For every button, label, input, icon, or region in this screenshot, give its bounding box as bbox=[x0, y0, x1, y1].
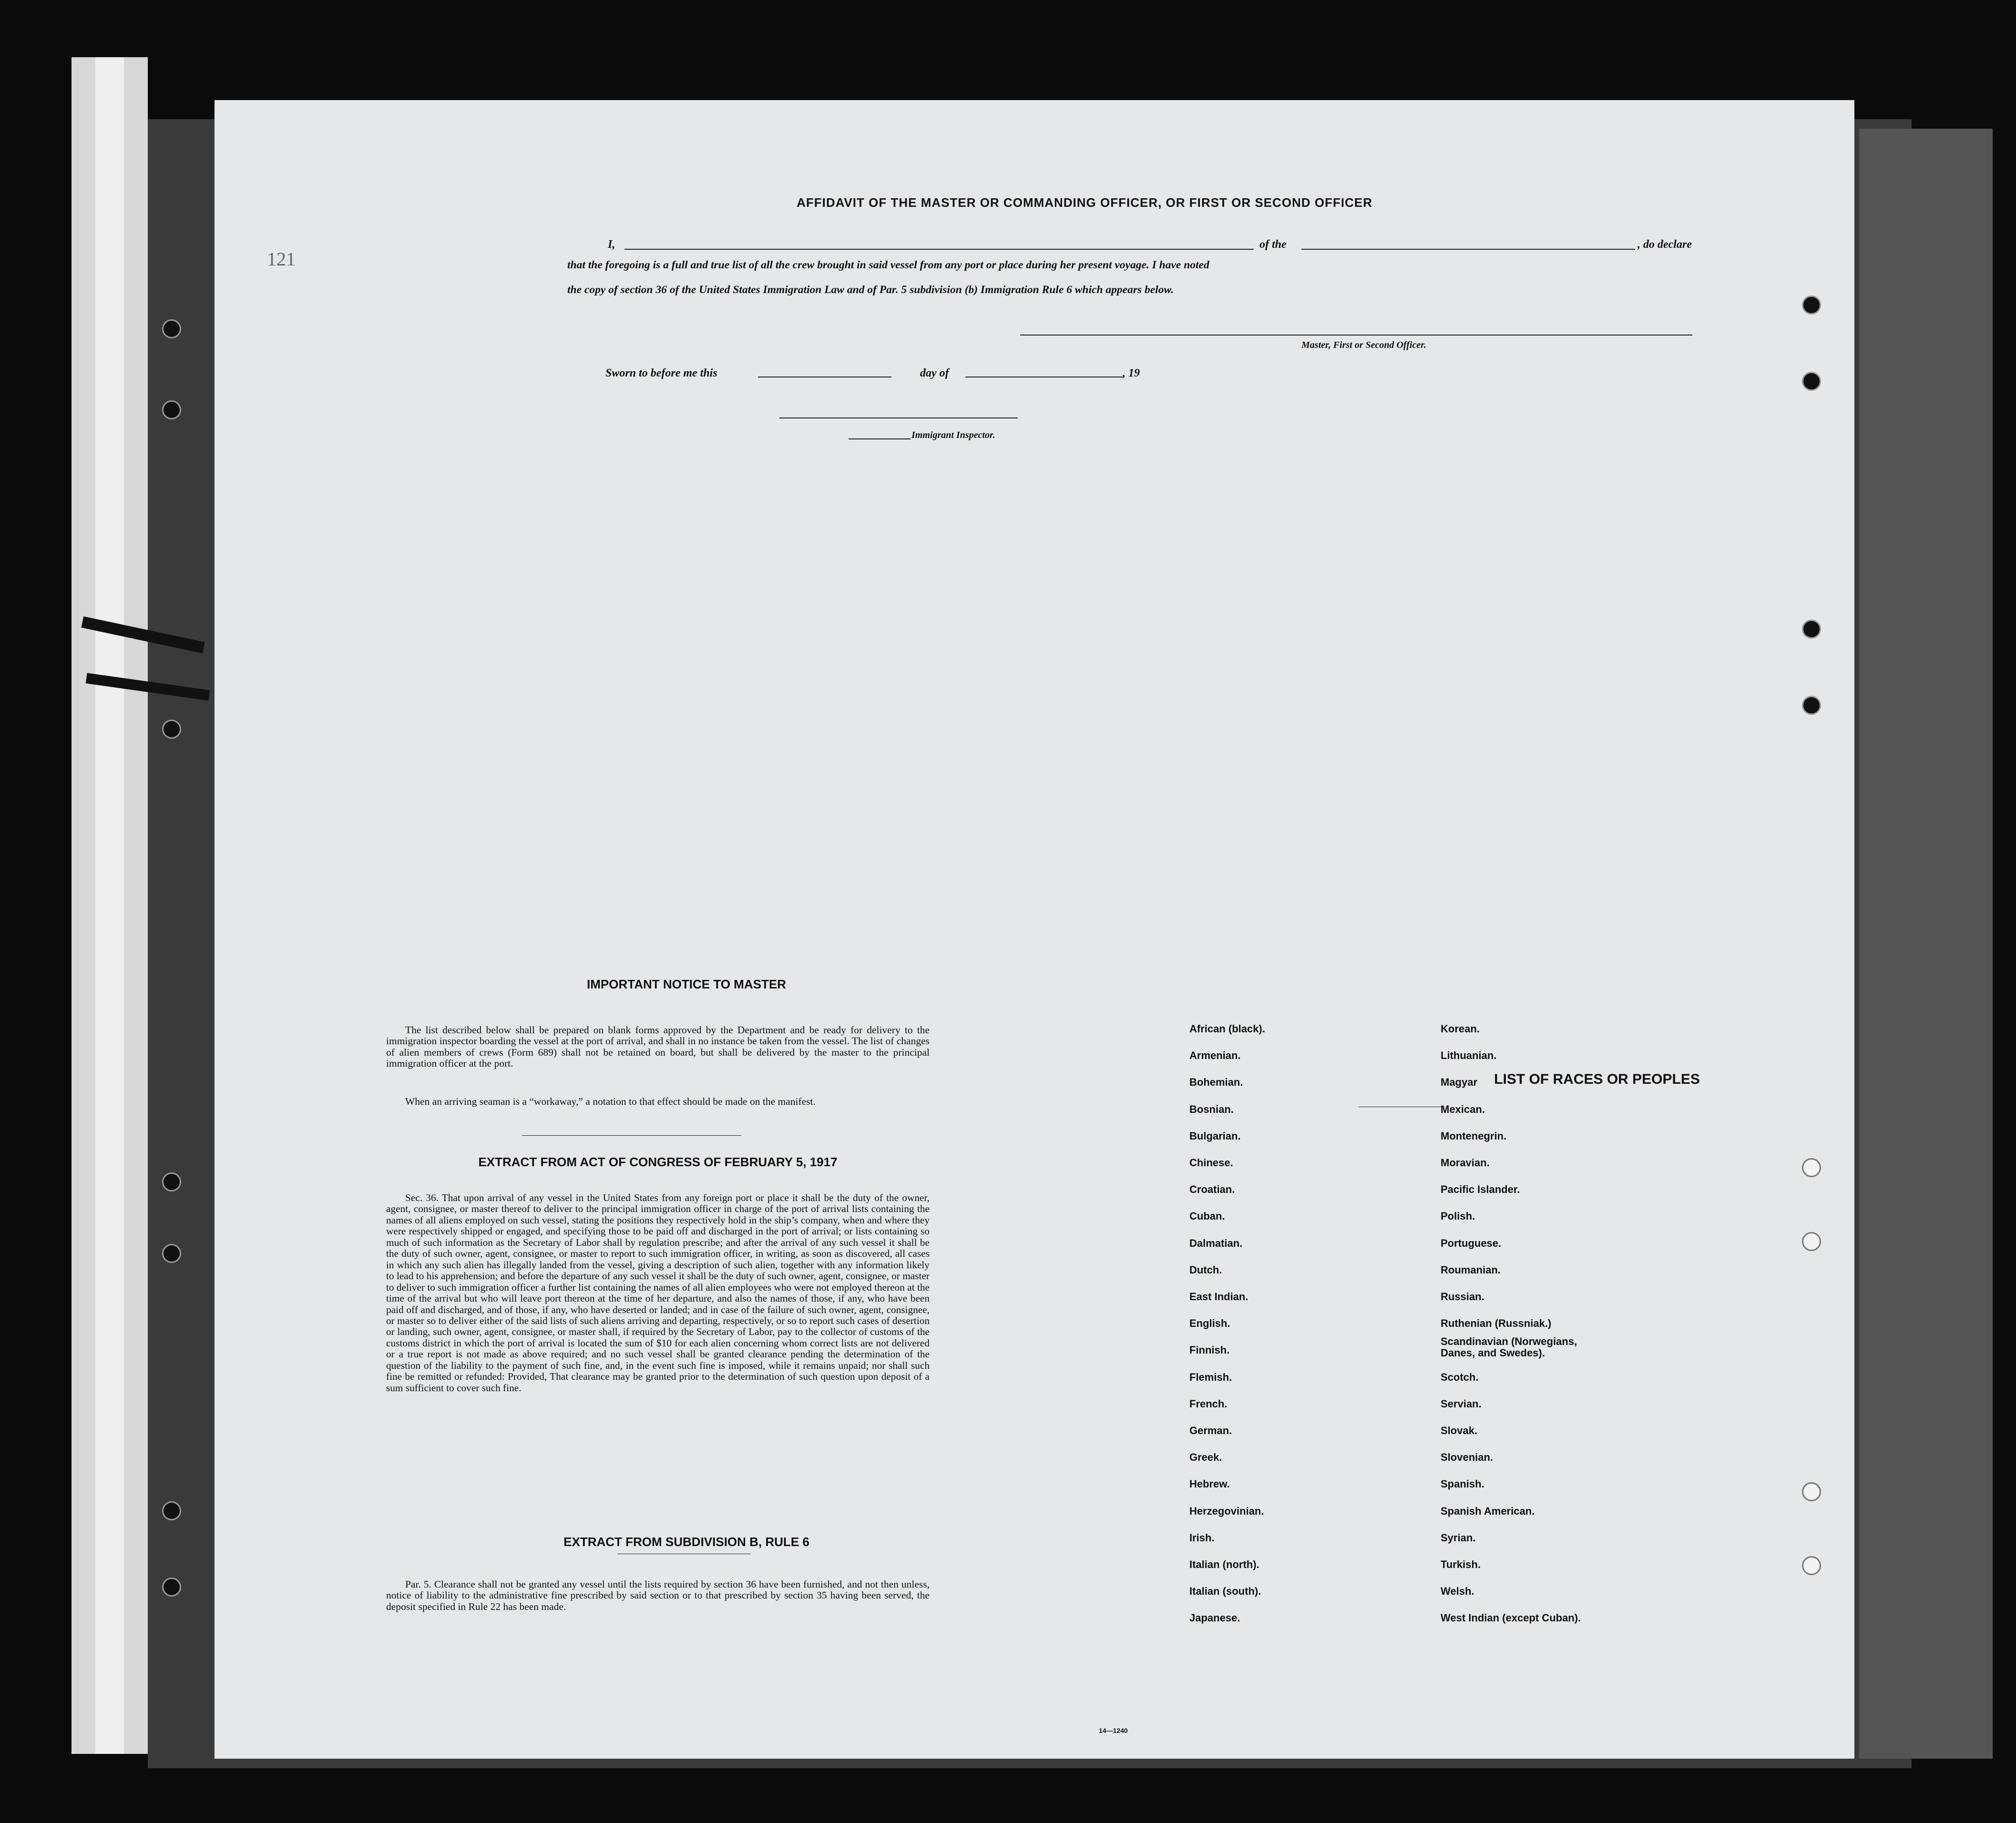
col2-item: Lithuanian. bbox=[1441, 1049, 1497, 1062]
master-signature-label: Master, First or Second Officer. bbox=[1301, 340, 1426, 350]
inspector-short-line bbox=[849, 438, 911, 439]
affidavit-statement-cont: the copy of section 36 of the United States Immigration Law and of Par. 5 subdivision (b) Immigration Rule 6 which appears below. bbox=[567, 284, 1174, 296]
col1-item: Dutch. bbox=[1189, 1263, 1222, 1276]
affidavit-of-the: of the bbox=[1259, 238, 1287, 251]
binder-hole bbox=[1802, 696, 1821, 715]
name-blank-line bbox=[624, 249, 1254, 250]
col2-item: Spanish American. bbox=[1441, 1505, 1535, 1517]
col2-item: Magyar bbox=[1441, 1076, 1478, 1089]
binder-hole bbox=[162, 319, 181, 338]
year-label: , 19 bbox=[1123, 367, 1140, 379]
col2-item: Montenegrin. bbox=[1441, 1130, 1507, 1142]
notice-paragraph: The list described below shall be prepared on blank forms approved by the Department and be ready for delivery to the immigration inspector boarding the vessel at the port of arrival, and shall in no instance be taken from the vessel. The list of changes of alien members of crews (Form 689) shall not be retained on board, but shall be delivered by the master to the principal immigration officer at the port. bbox=[386, 1024, 930, 1069]
col1-item: English. bbox=[1189, 1317, 1230, 1330]
col2-item: Polish. bbox=[1441, 1210, 1475, 1222]
col2-item: Welsh. bbox=[1441, 1585, 1474, 1598]
day-of-label: day of bbox=[920, 367, 949, 379]
col1-item: Armenian. bbox=[1189, 1049, 1241, 1062]
col2-item: Ruthenian (Russniak.) bbox=[1441, 1317, 1552, 1330]
act-extract-text: Sec. 36. That upon arrival of any vessel in the United States from any foreign port or place it shall be the duty of the owner, agent, consignee, or master thereof to deliver to the principal immigration officer in charge of the port of arrival lists containing the names of all aliens employed on such vessel, stating the positions they respectively hold in the ship’s company, when and where they were respectively shipped or engaged, and specifying those to be paid off and discharged in the port of arrival; or lists containing so much of such information as the Secretary of Labor shall by regulation prescribe; and after the arrival of any such vessel it shall be the duty of such owner, agent, consignee, or master to report to such immigration officer, in writing, as soon as discovered, all cases in which any such alien has illegally landed from the vessel, giving a description of such alien, together with any information likely to lead to his apprehension; and before the departure of any such vessel it shall be the duty of such owner, agent, consignee, or master to deliver to such immigration officer a further list containing the names of all alien employees who were not employed thereon at the time of the arrival but who will leave port thereon at the time of her departure, and also the names of those, if any, who have been paid off and discharged, and of those, if any, who have deserted or landed; and in case of the failure of such owner, agent, consignee, or master so to deliver either of the said lists of such aliens arriving and departing, respectively, or so to report such cases of desertion or landing, such owner, agent, consignee, or master shall, if required by the Secretary of Labor, pay to the collector of customs of the customs district in which the port of arrival is located the sum of $10 for each alien concerning whom correct lists are not delivered or a true report is not made as above required; and no such vessel shall be granted clearance pending the determination of the question of the liability to the payment of such fine, and, in the event such fine is imposed, while it remains unpaid; nor shall such fine be remitted or refunded: Provided, That clearance may be granted prior to the determination of such question upon deposit of a sum sufficient to cover such fine. bbox=[386, 1192, 930, 1394]
binder-hole bbox=[162, 1578, 181, 1597]
col2-item: West Indian (except Cuban). bbox=[1441, 1612, 1581, 1624]
divider bbox=[522, 1135, 741, 1136]
col1-item: Italian (north). bbox=[1189, 1558, 1259, 1570]
backing-sheet-edge bbox=[95, 57, 124, 1754]
col1-item: Finnish. bbox=[1189, 1344, 1230, 1356]
col2-item: Slovenian. bbox=[1441, 1451, 1494, 1464]
binder-hole bbox=[1802, 1482, 1821, 1501]
col1-item: Chinese. bbox=[1189, 1157, 1233, 1169]
handwritten-page-number: 121 bbox=[267, 248, 296, 270]
binder-hole bbox=[1802, 372, 1821, 391]
manifest-page bbox=[215, 100, 1854, 1759]
col1-item: Dalmatian. bbox=[1189, 1237, 1243, 1249]
affidavit-i: I, bbox=[608, 238, 615, 251]
col1-item: Bosnian. bbox=[1189, 1103, 1234, 1115]
binder-hole bbox=[1802, 295, 1821, 315]
binder-hole bbox=[162, 1172, 181, 1192]
rule-extract-text: Par. 5. Clearance shall not be granted any vessel until the lists required by section 36 have been furnished, and not then unless, notice of liability to the administrative fine prescribed by said section or to that prescribed by section 35 having been served, the deposit specified in Rule 22 has been made. bbox=[386, 1579, 930, 1612]
col2-item: Servian. bbox=[1441, 1397, 1482, 1410]
col2-item: Syrian. bbox=[1441, 1531, 1476, 1544]
col2-item: Slovak. bbox=[1441, 1425, 1478, 1436]
binder-hole bbox=[1802, 1158, 1821, 1177]
form-number: 14—1240 bbox=[1099, 1727, 1128, 1734]
col1-item: Greek. bbox=[1189, 1451, 1222, 1464]
col2-item: Turkish. bbox=[1441, 1558, 1481, 1570]
col1-item: Bulgarian. bbox=[1189, 1130, 1241, 1142]
binder-hole bbox=[1802, 1556, 1821, 1575]
affidavit-declare: , do declare bbox=[1637, 238, 1692, 251]
col2-item: Russian. bbox=[1441, 1291, 1484, 1303]
col2-item: Pacific Islander. bbox=[1441, 1183, 1520, 1196]
col2-item: Spanish. bbox=[1441, 1478, 1484, 1490]
vessel-blank-line bbox=[1301, 249, 1635, 250]
binder-hole bbox=[1802, 1232, 1821, 1251]
col1-item: Bohemian. bbox=[1189, 1076, 1243, 1089]
col1-item: African (black). bbox=[1189, 1023, 1265, 1035]
col1-item: Herzegovinian. bbox=[1189, 1505, 1264, 1517]
notice-workaway-paragraph: When an arriving seaman is a “workaway,” a notation to that effect should be made on the manifest. bbox=[405, 1096, 816, 1107]
notice-title: IMPORTANT NOTICE TO MASTER bbox=[587, 977, 786, 991]
col2-item: Roumanian. bbox=[1441, 1263, 1501, 1276]
master-signature-line bbox=[1020, 335, 1692, 336]
backing-sheet-right bbox=[1859, 129, 1993, 1759]
binder-hole bbox=[162, 400, 181, 419]
col2-item: Korean. bbox=[1441, 1023, 1480, 1035]
col1-item: Cuban. bbox=[1189, 1210, 1225, 1222]
col1-item: German. bbox=[1189, 1425, 1232, 1436]
col2-item: Scandinavian (Norwegians, Danes, and Swedes). bbox=[1441, 1335, 1577, 1359]
col2-item: Portuguese. bbox=[1441, 1237, 1502, 1249]
affidavit-title: AFFIDAVIT OF THE MASTER OR COMMANDING OFFICER, OR FIRST OR SECOND OFFICER bbox=[797, 195, 1372, 210]
col2-item: Mexican. bbox=[1441, 1103, 1485, 1115]
col1-item: Japanese. bbox=[1189, 1612, 1240, 1624]
col1-item: Hebrew. bbox=[1189, 1478, 1230, 1490]
col1-item: Irish. bbox=[1189, 1531, 1215, 1544]
binder-hole bbox=[162, 720, 181, 739]
rule-extract-title: EXTRACT FROM SUBDIVISION B, RULE 6 bbox=[563, 1535, 809, 1549]
binder-hole bbox=[162, 1244, 181, 1263]
sworn-label: Sworn to before me this bbox=[605, 367, 717, 379]
col2-item: Moravian. bbox=[1441, 1157, 1490, 1169]
act-extract-title: EXTRACT FROM ACT OF CONGRESS OF FEBRUARY 5, 1917 bbox=[478, 1155, 838, 1169]
col1-item: Croatian. bbox=[1189, 1183, 1235, 1196]
inspector-signature-label: Immigrant Inspector. bbox=[911, 430, 995, 440]
col1-item: Flemish. bbox=[1189, 1371, 1232, 1383]
affidavit-statement: that the foregoing is a full and true list of all the crew brought in said vessel from any port or place during her present voyage. I have noted bbox=[567, 259, 1209, 271]
col1-item: East Indian. bbox=[1189, 1291, 1248, 1303]
binder-hole bbox=[162, 1501, 181, 1520]
col1-item: French. bbox=[1189, 1397, 1228, 1410]
races-title: LIST OF RACES OR PEOPLES bbox=[1494, 1071, 1700, 1087]
binder-hole bbox=[1802, 620, 1821, 639]
col1-item: Italian (south). bbox=[1189, 1585, 1261, 1598]
col2-item: Scotch. bbox=[1441, 1371, 1479, 1383]
